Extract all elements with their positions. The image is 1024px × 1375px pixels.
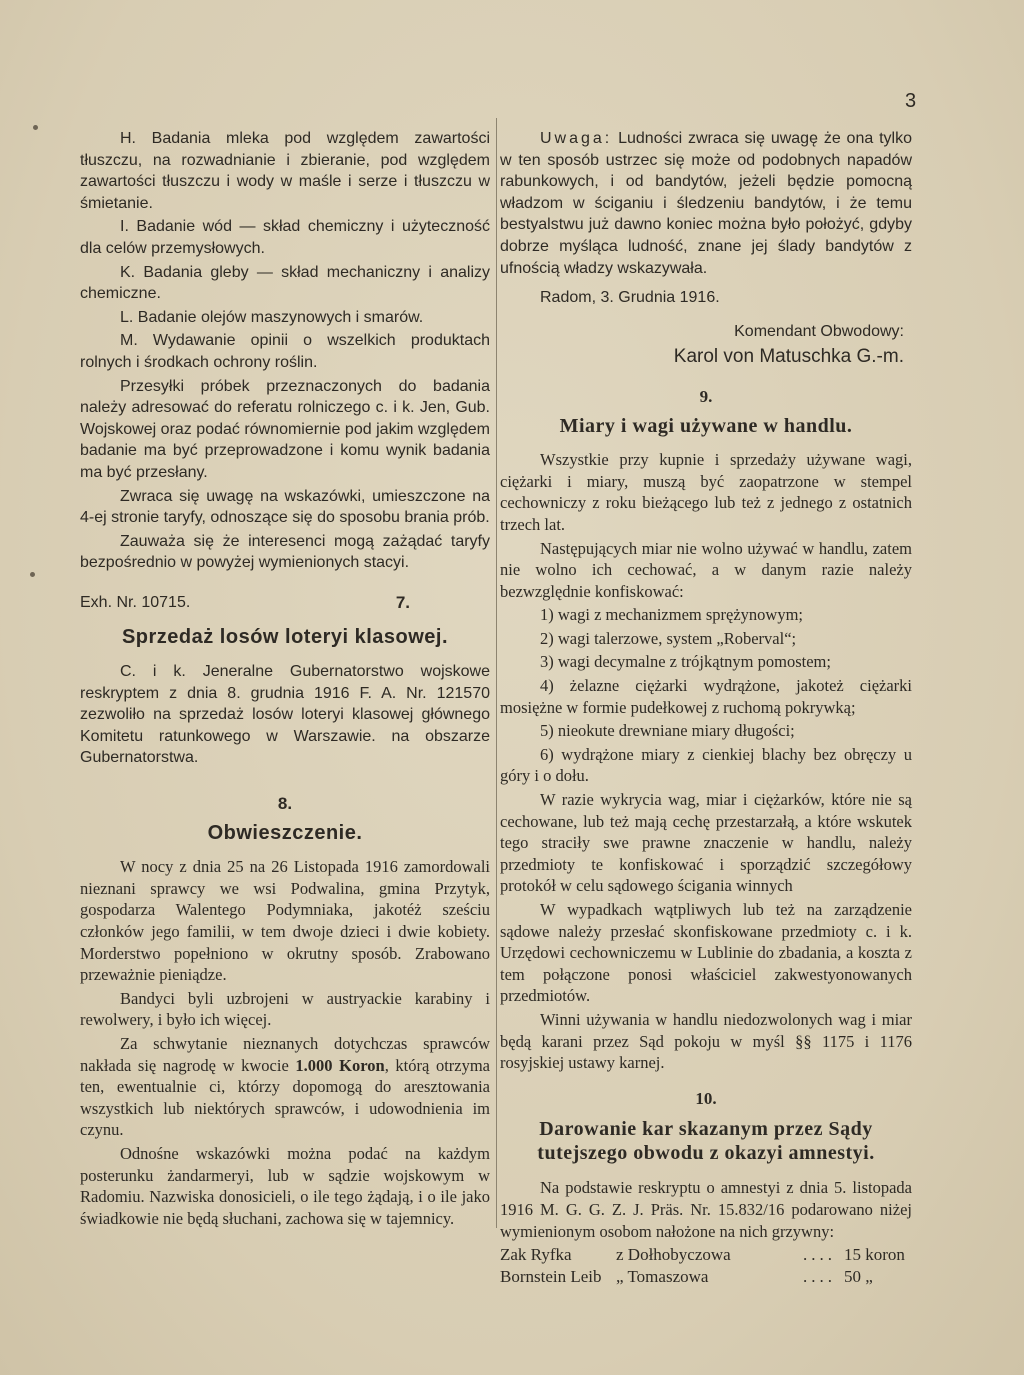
list-item-k: K. Badania gleby — skład mechaniczny i analizy chemiczne. [80,263,490,303]
notice-paragraph [500,128,912,279]
reward-text-end: , którą otrzyma ten, ewentualnie ci, którzy dopomogą do aresztowania wszystkich lub niektórych sprawców, i udowodnienia im czynu. [80,1055,490,1140]
paragraph-tariff-request: Zauważa się że interesenci mogą zażądać taryfy bezpośrednio w powyżej wymienionych stacyi. [80,532,490,572]
forbidden-item-5: 5) nieokute drewniane miary długości; [540,721,795,741]
place-date: Radom, 3. Grudnia 1916. [540,289,720,307]
forbidden-item-1: 1) wagi z mechanizmem sprężynowym; [540,605,803,625]
fine-row [500,1244,912,1266]
fine-row [500,1266,912,1288]
section-9-intro: Wszystkie przy kupnie i sprzedaży używane wagi, ciężarki i miary, muszą być zaopatrzone w stempel cechowniczy z roku bieżącego lub też z jednego z ostatnich trzech lat. [500,450,912,534]
right-column [500,128,912,1288]
forbidden-item-3: 3) wagi decymalne z trójkątnym pomostem; [540,652,831,672]
section-9-number: 9. [699,386,713,406]
list-item-h: H. Badania mleka pod względem zawartości tłuszczu, na rozwadnianie i zbieranie, pod względem zawartości tłuszczu i wody w maśle i serze i tłuszczu w śmietanie. [80,130,490,212]
section-7-header-row [80,592,490,614]
section-9-title: Miary i wagi używane w handlu. [559,414,853,437]
paragraph-shipments: Przesyłki próbek przeznaczonych do badania należy adresować do referatu rolniczego c. i k. Jen, Gub. Wojskowej oraz podać równomiernie pod jakim względem badanie ma być przeprowadzone i komu wynik badania ma być przesłany. [80,377,490,481]
fine-amount: 50 „ [844,1267,873,1287]
section-9-penalties: Winni używania w handlu niedozwolonych wag i miar będą karani przez Sąd pokoju w myśl §§ 1175 i 1176 rosyjskiej ustawy karnej. [500,1009,912,1073]
column-divider [496,118,497,1228]
fine-origin: „ Tomaszowa [616,1267,709,1287]
section-7-title: Sprzedaż losów loteryi klasowej. [121,626,449,649]
forbidden-item-2: 2) wagi talerzowe, system „Roberval“; [540,628,797,648]
list-item-m: M. Wydawanie opinii o wszelkich produktach rolnych i środkach ochrony roślin. [80,332,490,371]
section-9-doubtful-cases: W wypadkach wątpliwych lub też na zarządzenie sądowe należy przesłać skonfiskowane przedmioty c. i k. Urzędowi cechowniczemu w Lublinie do zbadania, a koszta z tem połączone ponosi właściciel zakwestyonowanych przedmiotów. [500,900,912,1006]
exhibit-number: Exh. Nr. 10715. [80,593,191,611]
page-number: 3 [905,90,917,112]
paper-speck [30,572,35,577]
signature-title: Komendant Obwodowy: [734,322,904,340]
list-item-i: I. Badanie wód — skład chemiczny i użyteczność dla celów przemysłowych. [80,218,490,257]
section-7-body: C. i k. Jeneralne Gubernatorstwo wojskowe reskryptem z dnia 8. grudnia 1916 F. A. Nr. 121570 zezwoliło na sprzedaż losów loteryi klasowej głównego Komitetu ratunkowego w Warszawie. na obszarze Gubernatorstwa. [80,663,490,767]
paper-speck [33,125,38,130]
section-9-confiscation: W razie wykrycia wag, miar i ciężarków, które nie są cechowane, lub też mają cechę przestarzałą, a które wskutek tego straciły swe prawne znaczenie w handlu, należy przedmioty te konfiskować i sporządzić szczegółowy protokół w celu sądowego ścigania winnych [500,790,912,896]
fine-amount: 15 koron [844,1245,905,1265]
section-10-title: Darowanie kar skazanym przez Sądy tutejszego obwodu z okazyi amnestyi. [537,1118,875,1165]
fine-name: Zak Ryfka [500,1245,572,1265]
reward-amount: 1.000 Koron [295,1055,385,1075]
section-8-paragraph-1: W nocy z dnia 25 na 26 Listopada 1916 zamordowali nieznani sprawcy we wsi Podwalina, gmina Przytyk, gospodarza Walentego Podymniaka, jakotéż sześciu członków jego familii, w tem dwoje dzieci i dwie kobiety. Morderstwo popełniono w okrutny sposób. Zrabowano przeważnie pieniądze. [80,857,490,985]
section-7-number: 7. [395,592,410,612]
notice-label: Uwaga: [540,130,613,147]
section-10-number: 10. [695,1088,717,1108]
fine-name: Bornstein Leib [500,1267,602,1287]
section-8-paragraph-3 [80,1033,490,1141]
fine-origin: z Dołhobyczowa [616,1245,731,1265]
section-8-paragraph-2: Bandyci byli uzbrojeni w austryackie karabiny i rewolwery, i było ich więcej. [80,988,490,1030]
section-9-lead: Następujących miar nie wolno używać w handlu, zatem nie wolno ich cechować, a w danym razie należy bezwzględnie konfiskować: [500,538,912,601]
forbidden-item-4: 4) żelazne ciężarki wydrążone, jakoteż ciężarki mosiężne w formie pudełkowej z ruchomą pokrywką; [500,676,912,717]
paragraph-tariff-notes: Zwraca się uwagę na wskazówki, umieszczone na 4-ej stronie taryfy, odnoszące się do sposobu brania prób. [80,487,490,527]
section-10-intro: Na podstawie reskryptu o amnestyi z dnia 5. listopada 1916 M. G. G. Z. J. Präs. Nr. 15.832/16 podarowano niżej wymienionym osobom nałożone na nich grzywny: [500,1178,912,1241]
signature-name: Karol von Matuschka G.-m. [673,346,904,368]
left-column [80,128,490,1231]
section-8-title: Obwieszczenie. [207,821,363,844]
list-item-l: L. Badanie olejów maszynowych i smarów. [120,308,424,326]
forbidden-item-6: 6) wydrążone miary z cienkiej blachy bez obręczy u góry i o dołu. [500,744,912,786]
notice-text: Ludności zwraca się uwagę że ona tylko w ten sposób ustrzec się może od podobnych napadów rabunkowych, i od bandytów, jeżeli będzie pomocną władzom w ściganiu i śledzeniu bandytów, i że temu bestyalstwu już dawno koniec można było położyć, gdyby dobrze myśląca ludność, znane jej ślady bandytów z ufnością władzy wskazywała. [500,130,912,277]
fine-leader-dots: .... [803,1245,836,1265]
section-8-paragraph-4: Odnośne wskazówki można podać na każdym posterunku żandarmeryi, lub w sądzie wojskowym w Radomiu. Nazwiska donosicieli, o ile tego żądają, i o ile jako świadkowie nie będą słuchani, zachowa się w tajemnicy. [80,1143,490,1228]
reward-text-start: Za schwytanie nieznanych dotychczas sprawców nakłada się nagrodę w kwocie [80,1033,490,1075]
fine-leader-dots: .... [803,1267,836,1287]
section-8-number: 8. [277,794,293,814]
